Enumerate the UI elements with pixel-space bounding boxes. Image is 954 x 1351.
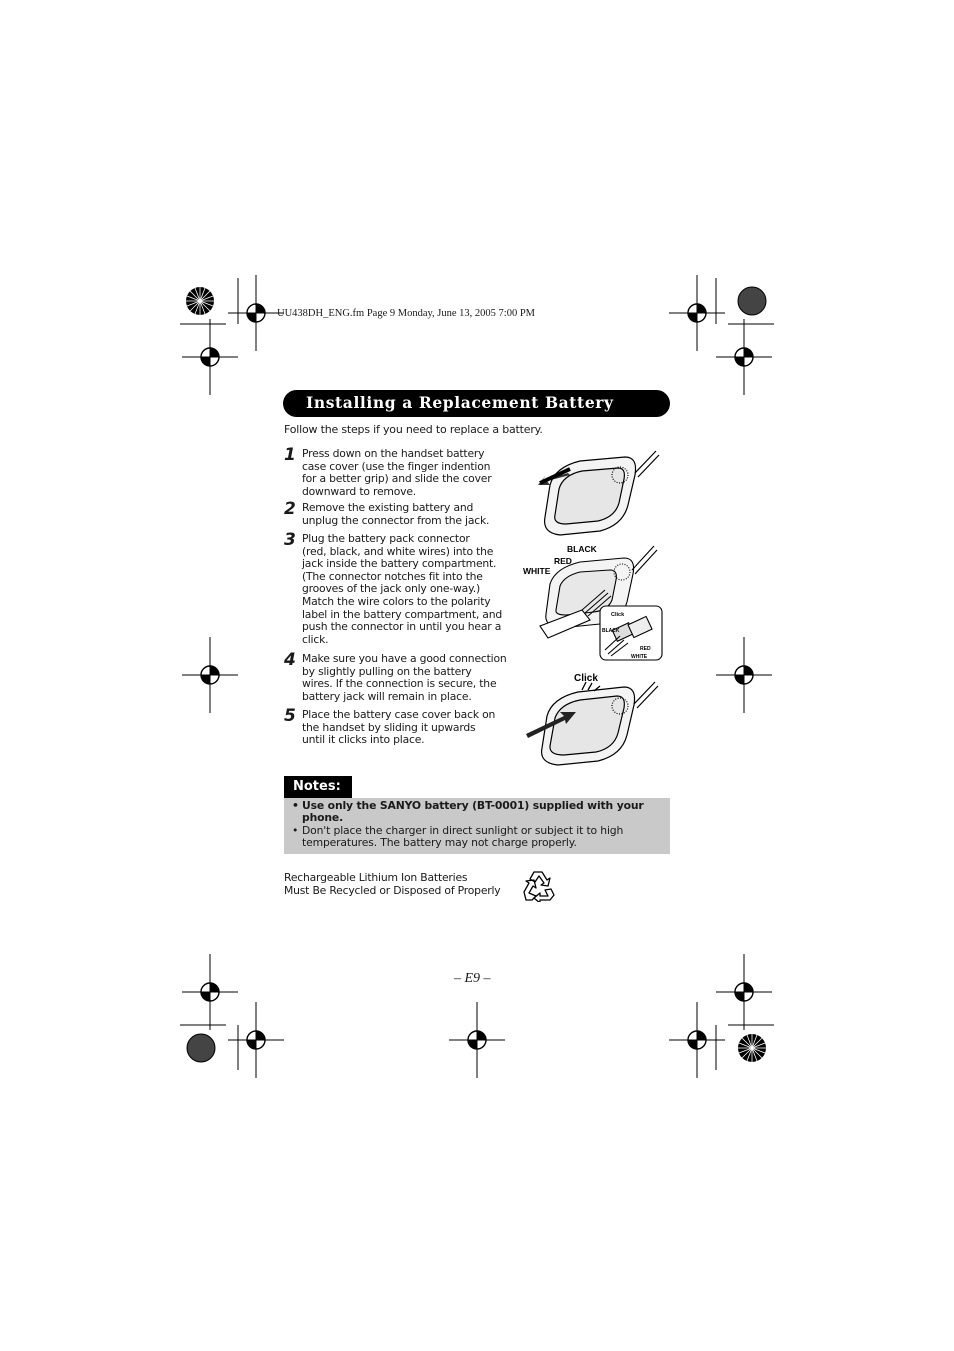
intro-text: Follow the steps if you need to replace a battery. [284,423,543,436]
notes-box [284,798,670,854]
print-header: UU438DH_ENG.fm Page 9 Monday, June 13, 2005 7:00 PM [277,308,536,319]
step-text: Place the battery case cover back on the handset by sliding it upwards until it clicks into place. [302,708,496,747]
section-title-bar [283,390,670,417]
cover-replacement-illustration [520,668,660,770]
section-title: Installing a Replacement Battery [306,393,614,412]
step-number: 5 [284,706,296,726]
cover-removal-illustration [520,445,660,540]
step-text: Plug the battery pack connector (red, black, and white wires) into the jack inside the battery compartment. (The connector notches fit into the grooves of the jack only one-way.) Match the wire colors to the polarity label in the battery compartment, and push the connector in until you hear a click. [302,532,503,646]
step-number: 4 [284,650,296,670]
wire-label-red: RED [554,556,572,566]
notes-heading: Notes: [284,776,352,798]
inset-black-label: BLACK [602,628,620,634]
bullet-icon: • [292,799,299,812]
step-text: Remove the existing battery and unplug the connector from the jack. [302,501,490,527]
step-number: 1 [284,445,296,465]
inset-white-label: WHITE [631,654,648,660]
recycle-text: Rechargeable Lithium Ion Batteries Must Be Recycled or Disposed of Properly [284,871,501,897]
step-text: Press down on the handset battery case cover (use the finger indention for a better grip) and slide the cover downward to remove. [302,447,492,498]
page-number: – E9 – [454,971,491,986]
wire-label-white: WHITE [523,566,551,576]
note-item: • Use only the SANYO battery (BT-0001) supplied with your phone. [292,799,644,825]
step-text: Make sure you have a good connection by slightly pulling on the battery wires. If the connection is secure, the battery jack will remain in place. [302,652,507,703]
wire-label-black: BLACK [567,544,597,554]
inset-red-label: RED [640,646,651,652]
bullet-icon: • [292,824,299,837]
step-number: 3 [284,530,296,550]
note-item: • Don't place the charger in direct sunlight or subject it to high temperatures. The battery may not charge properly. [292,824,624,850]
registration-starburst [186,287,214,315]
recycle-icon [520,868,556,902]
step-number: 2 [284,499,296,519]
inset-click-label: Click [611,612,625,618]
click-label: Click [574,673,598,684]
connector-illustration [520,540,665,665]
